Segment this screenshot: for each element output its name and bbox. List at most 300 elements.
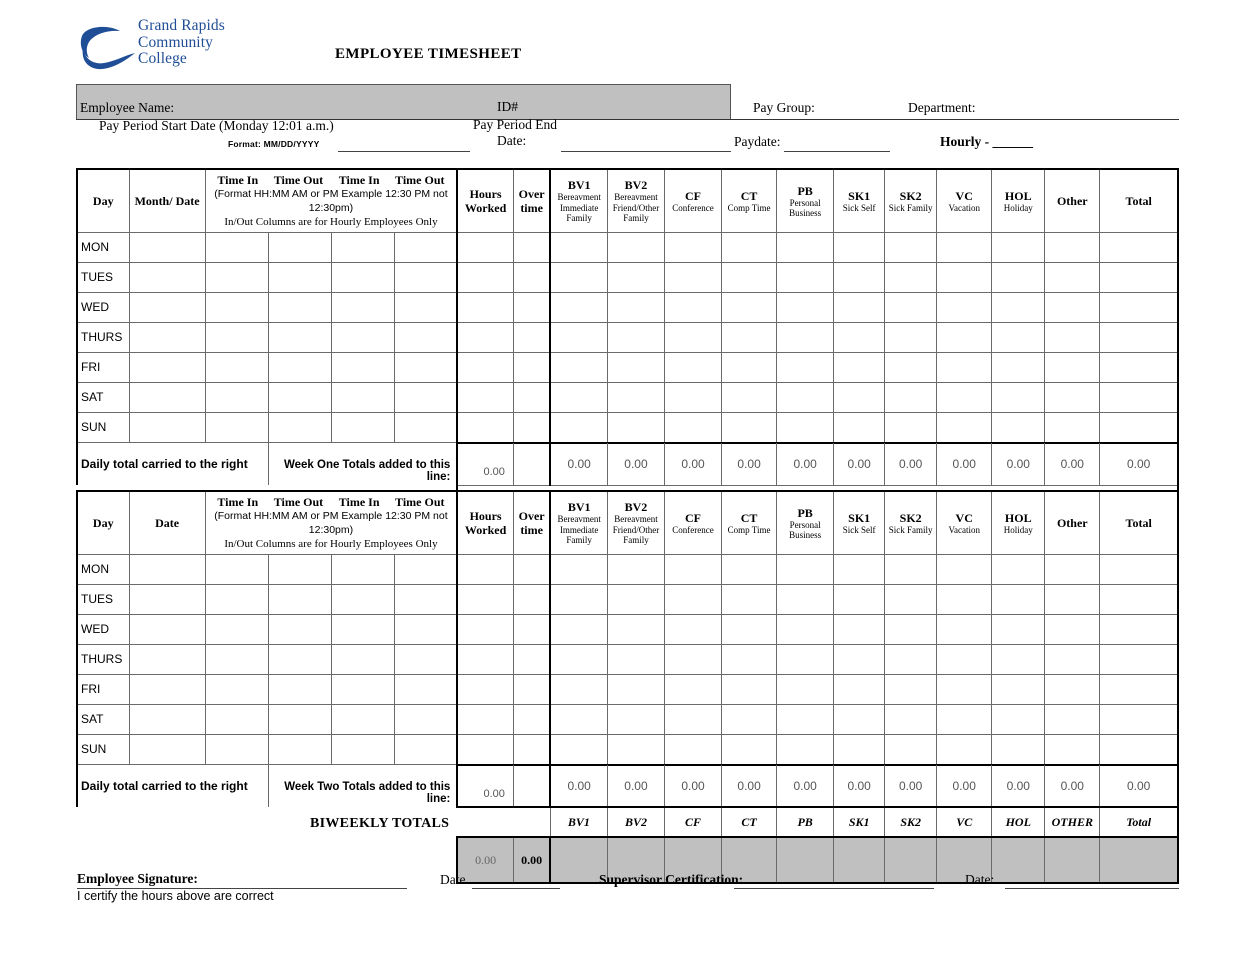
code-cell-cf[interactable] (665, 383, 722, 413)
code-cell-pb[interactable] (777, 705, 834, 735)
time-out-2-cell[interactable] (394, 735, 457, 765)
code-cell-bv1[interactable] (550, 615, 607, 645)
date-cell[interactable] (129, 233, 205, 263)
supervisor-signature-input[interactable] (734, 888, 934, 889)
code-cell-other[interactable] (1045, 383, 1100, 413)
code-cell-cf[interactable] (665, 615, 722, 645)
time-in-1-cell[interactable] (205, 705, 268, 735)
col-header-time-block-2 (205, 491, 457, 555)
code-cell-vc[interactable] (937, 735, 992, 765)
code-cell-pb[interactable] (777, 555, 834, 585)
time-in-1-cell[interactable] (205, 353, 268, 383)
biweekly-total (1100, 837, 1178, 883)
abbr-row (77, 807, 1178, 837)
code-cell-bv1[interactable] (550, 585, 607, 615)
code-cell-total[interactable] (1100, 353, 1178, 383)
time-out-1-cell[interactable] (268, 735, 331, 765)
code-cell-bv1[interactable] (550, 705, 607, 735)
date-cell[interactable] (129, 735, 205, 765)
time-in-2-cell[interactable] (331, 353, 394, 383)
code-cell-ct[interactable] (722, 555, 777, 585)
pay-period-start-label: Pay Period Start Date (Monday 12:01 a.m.) (99, 118, 334, 133)
code-cell-sk2[interactable] (885, 233, 937, 263)
time-out-2-cell[interactable] (394, 615, 457, 645)
code-cell-bv2[interactable] (607, 323, 664, 353)
code-cell-cf[interactable] (665, 323, 722, 353)
time-out-2-cell[interactable] (394, 293, 457, 323)
time-in-2-cell[interactable] (331, 323, 394, 353)
biweekly-sk2 (885, 837, 937, 883)
employee-date-input[interactable] (472, 888, 560, 889)
code-cell-other[interactable] (1045, 323, 1100, 353)
code-cell-pb[interactable] (777, 293, 834, 323)
time-out-1-cell[interactable] (268, 615, 331, 645)
time-in-2-cell[interactable] (331, 585, 394, 615)
time-in-2-cell[interactable] (331, 735, 394, 765)
code-cell-sk2[interactable] (885, 645, 937, 675)
date-cell[interactable] (129, 675, 205, 705)
code-cell-total[interactable] (1100, 555, 1178, 585)
time-in-2-cell[interactable] (331, 675, 394, 705)
week1-header-row (77, 169, 1178, 233)
hours-worked-cell[interactable] (457, 413, 513, 443)
time-out-2-cell[interactable] (394, 675, 457, 705)
code-cell-bv2[interactable] (607, 293, 664, 323)
code-cell-other[interactable] (1045, 263, 1100, 293)
time-in-1-cell[interactable] (205, 555, 268, 585)
overtime-cell[interactable] (513, 383, 550, 413)
week1-total-sk2: 0.00 (885, 443, 937, 486)
abbr-sk1: SK1 (834, 807, 885, 837)
overtime-cell[interactable] (513, 645, 550, 675)
code-cell-bv2[interactable] (607, 705, 664, 735)
code-cell-vc[interactable] (937, 705, 992, 735)
time-in-1-cell[interactable] (205, 675, 268, 705)
code-cell-vc[interactable] (937, 555, 992, 585)
code-cell-bv1[interactable] (550, 293, 607, 323)
time-in-2-cell[interactable] (331, 555, 394, 585)
code-cell-total[interactable] (1100, 735, 1178, 765)
code-cell-vc[interactable] (937, 263, 992, 293)
code-cell-cf[interactable] (665, 555, 722, 585)
day-label-tues: TUES (77, 263, 129, 293)
code-cell-sk1[interactable] (834, 353, 885, 383)
overtime-cell[interactable] (513, 293, 550, 323)
code-cell-sk1[interactable] (834, 735, 885, 765)
code-cell-other[interactable] (1045, 413, 1100, 443)
code-cell-cf[interactable] (665, 645, 722, 675)
overtime-cell[interactable] (513, 413, 550, 443)
code-cell-hol[interactable] (992, 263, 1045, 293)
overtime-cell[interactable] (513, 263, 550, 293)
code-cell-sk1[interactable] (834, 555, 885, 585)
col-header-bv1: BV1 Bereavment Immediate Family (550, 169, 607, 233)
table-row (77, 263, 1178, 293)
timesheet-grid (76, 168, 1179, 884)
code-cell-pb[interactable] (777, 413, 834, 443)
time-in-1-cell[interactable] (205, 383, 268, 413)
code-cell-other[interactable] (1045, 293, 1100, 323)
hours-worked-cell[interactable] (457, 585, 513, 615)
logo-line-3: College (138, 50, 187, 67)
code-cell-vc[interactable] (937, 383, 992, 413)
code-cell-total[interactable] (1100, 585, 1178, 615)
code-cell-ct[interactable] (722, 293, 777, 323)
code-cell-sk1[interactable] (834, 645, 885, 675)
code-cell-bv1[interactable] (550, 675, 607, 705)
code-cell-ct[interactable] (722, 705, 777, 735)
hourly-label: Hourly - ______ (940, 134, 1033, 149)
hours-worked-cell[interactable] (457, 555, 513, 585)
employee-name-label: Employee Name: (80, 100, 175, 115)
logo-text (138, 18, 225, 68)
date-cell[interactable] (129, 383, 205, 413)
code-cell-bv2[interactable] (607, 263, 664, 293)
code-cell-ct[interactable] (722, 645, 777, 675)
code-cell-ct[interactable] (722, 263, 777, 293)
time-out-2-cell[interactable] (394, 323, 457, 353)
time-out-1-cell[interactable] (268, 233, 331, 263)
code-cell-other[interactable] (1045, 233, 1100, 263)
code-cell-bv1[interactable] (550, 413, 607, 443)
time-out-2-cell[interactable] (394, 585, 457, 615)
time-in-1-cell[interactable] (205, 263, 268, 293)
time-in-2-cell[interactable] (331, 293, 394, 323)
day-label-fri: FRI (77, 675, 129, 705)
hours-worked-cell[interactable] (457, 705, 513, 735)
code-cell-pb[interactable] (777, 675, 834, 705)
paydate-input[interactable] (784, 151, 890, 152)
code-cell-sk2[interactable] (885, 615, 937, 645)
code-cell-total[interactable] (1100, 233, 1178, 263)
date-cell[interactable] (129, 353, 205, 383)
overtime-cell[interactable] (513, 323, 550, 353)
code-cell-sk2[interactable] (885, 585, 937, 615)
hours-worked-cell[interactable] (457, 293, 513, 323)
col-header-sk1-2: SK1 Sick Self (834, 491, 885, 555)
code-cell-other[interactable] (1045, 353, 1100, 383)
code-cell-bv2[interactable] (607, 353, 664, 383)
week2-total-sk1: 0.00 (834, 765, 885, 808)
code-cell-sk1[interactable] (834, 585, 885, 615)
time-in-1-cell[interactable] (205, 735, 268, 765)
code-cell-sk2[interactable] (885, 293, 937, 323)
code-cell-cf[interactable] (665, 233, 722, 263)
hours-worked-cell[interactable] (457, 263, 513, 293)
code-cell-ct[interactable] (722, 413, 777, 443)
code-cell-sk2[interactable] (885, 675, 937, 705)
code-cell-pb[interactable] (777, 383, 834, 413)
code-cell-bv2[interactable] (607, 585, 664, 615)
code-cell-ct[interactable] (722, 585, 777, 615)
hours-worked-cell[interactable] (457, 615, 513, 645)
code-cell-pb[interactable] (777, 615, 834, 645)
code-cell-hol[interactable] (992, 675, 1045, 705)
code-cell-bv2[interactable] (607, 413, 664, 443)
code-cell-sk2[interactable] (885, 555, 937, 585)
time-in-2-cell[interactable] (331, 233, 394, 263)
code-cell-hol[interactable] (992, 705, 1045, 735)
code-cell-bv2[interactable] (607, 233, 664, 263)
time-in-2-cell[interactable] (331, 413, 394, 443)
code-cell-ct[interactable] (722, 735, 777, 765)
code-cell-bv1[interactable] (550, 353, 607, 383)
overtime-cell[interactable] (513, 735, 550, 765)
time-out-1-cell[interactable] (268, 293, 331, 323)
date-cell[interactable] (129, 263, 205, 293)
code-cell-cf[interactable] (665, 735, 722, 765)
time-in-2-cell[interactable] (331, 263, 394, 293)
code-cell-total[interactable] (1100, 383, 1178, 413)
time-out-1-cell[interactable] (268, 555, 331, 585)
time-out-1-cell[interactable] (268, 383, 331, 413)
code-cell-vc[interactable] (937, 233, 992, 263)
time-in-2-cell[interactable] (331, 645, 394, 675)
code-cell-other[interactable] (1045, 615, 1100, 645)
hours-worked-cell[interactable] (457, 323, 513, 353)
week-one-note-cell (268, 443, 457, 486)
code-cell-bv1[interactable] (550, 555, 607, 585)
week1-total-pb: 0.00 (777, 443, 834, 486)
paydate-label: Paydate: (734, 134, 781, 149)
week1-total-bv1: 0.00 (550, 443, 607, 486)
code-cell-bv1[interactable] (550, 645, 607, 675)
abbr-bv1: BV1 (550, 807, 607, 837)
code-cell-vc[interactable] (937, 615, 992, 645)
date-cell[interactable] (129, 413, 205, 443)
week1-total-ct: 0.00 (722, 443, 777, 486)
supervisor-date-input[interactable] (1005, 888, 1179, 889)
date-cell[interactable] (129, 323, 205, 353)
code-cell-pb[interactable] (777, 735, 834, 765)
overtime-cell[interactable] (513, 555, 550, 585)
code-cell-other[interactable] (1045, 585, 1100, 615)
code-cell-hol[interactable] (992, 383, 1045, 413)
code-cell-sk2[interactable] (885, 323, 937, 353)
date-cell[interactable] (129, 615, 205, 645)
date-cell[interactable] (129, 645, 205, 675)
code-cell-total[interactable] (1100, 705, 1178, 735)
time-in-1-cell[interactable] (205, 585, 268, 615)
code-cell-hol[interactable] (992, 735, 1045, 765)
table-row (77, 735, 1178, 765)
code-cell-bv2[interactable] (607, 383, 664, 413)
code-cell-pb[interactable] (777, 585, 834, 615)
time-out-2-cell[interactable] (394, 263, 457, 293)
overtime-cell[interactable] (513, 233, 550, 263)
code-cell-vc[interactable] (937, 675, 992, 705)
code-cell-sk2[interactable] (885, 705, 937, 735)
code-cell-total[interactable] (1100, 675, 1178, 705)
time-in-1-label: Time In (217, 173, 259, 187)
week2-total-overtime (513, 765, 550, 808)
time-out-2-cell[interactable] (394, 413, 457, 443)
time-out-2-cell[interactable] (394, 383, 457, 413)
time-out-1-cell[interactable] (268, 585, 331, 615)
time-in-2-cell[interactable] (331, 615, 394, 645)
code-cell-sk1[interactable] (834, 705, 885, 735)
code-cell-vc[interactable] (937, 413, 992, 443)
overtime-cell[interactable] (513, 353, 550, 383)
code-cell-vc[interactable] (937, 353, 992, 383)
code-cell-total[interactable] (1100, 413, 1178, 443)
daily-total-note-2: Daily total carried to the right (77, 765, 268, 808)
code-cell-other[interactable] (1045, 645, 1100, 675)
code-cell-cf[interactable] (665, 585, 722, 615)
date-cell[interactable] (129, 555, 205, 585)
code-cell-sk2[interactable] (885, 383, 937, 413)
code-cell-bv2[interactable] (607, 615, 664, 645)
hours-worked-cell[interactable] (457, 233, 513, 263)
code-cell-bv2[interactable] (607, 735, 664, 765)
time-out-1-cell[interactable] (268, 675, 331, 705)
code-cell-other[interactable] (1045, 555, 1100, 585)
code-cell-sk1[interactable] (834, 615, 885, 645)
code-cell-sk1[interactable] (834, 293, 885, 323)
pay-period-end-label-line2: Date: (497, 133, 527, 148)
col-header-overtime-2: Over time (513, 491, 550, 555)
week-one-note: Week One Totals added to this line: (283, 459, 451, 483)
code-cell-sk1[interactable] (834, 263, 885, 293)
code-cell-ct[interactable] (722, 233, 777, 263)
hours-worked-cell[interactable] (457, 735, 513, 765)
code-cell-cf[interactable] (665, 263, 722, 293)
time-in-1-cell[interactable] (205, 323, 268, 353)
code-cell-other[interactable] (1045, 705, 1100, 735)
code-cell-bv1[interactable] (550, 263, 607, 293)
code-cell-sk2[interactable] (885, 263, 937, 293)
hours-worked-cell[interactable] (457, 675, 513, 705)
code-cell-bv1[interactable] (550, 735, 607, 765)
date-cell[interactable] (129, 705, 205, 735)
hours-worked-cell[interactable] (457, 383, 513, 413)
time-in-2-cell[interactable] (331, 383, 394, 413)
code-cell-bv2[interactable] (607, 675, 664, 705)
time-in-2-cell[interactable] (331, 705, 394, 735)
code-cell-hol[interactable] (992, 323, 1045, 353)
overtime-cell[interactable] (513, 705, 550, 735)
code-cell-pb[interactable] (777, 233, 834, 263)
code-cell-sk1[interactable] (834, 323, 885, 353)
code-cell-cf[interactable] (665, 675, 722, 705)
code-cell-total[interactable] (1100, 323, 1178, 353)
date-cell[interactable] (129, 585, 205, 615)
col-header-other-2: Other (1045, 491, 1100, 555)
code-cell-vc[interactable] (937, 645, 992, 675)
time-in-1-cell[interactable] (205, 645, 268, 675)
code-cell-bv2[interactable] (607, 645, 664, 675)
code-cell-pb[interactable] (777, 353, 834, 383)
time-in-1-cell[interactable] (205, 413, 268, 443)
overtime-cell[interactable] (513, 615, 550, 645)
hours-worked-cell[interactable] (457, 353, 513, 383)
time-out-1-cell[interactable] (268, 263, 331, 293)
time-out-2-cell[interactable] (394, 645, 457, 675)
code-cell-hol[interactable] (992, 615, 1045, 645)
code-cell-total[interactable] (1100, 263, 1178, 293)
time-out-2-cell[interactable] (394, 555, 457, 585)
code-cell-other[interactable] (1045, 735, 1100, 765)
day-label-sun: SUN (77, 413, 129, 443)
time-out-1-cell[interactable] (268, 413, 331, 443)
code-cell-pb[interactable] (777, 645, 834, 675)
overtime-cell[interactable] (513, 675, 550, 705)
code-cell-sk1[interactable] (834, 675, 885, 705)
code-cell-ct[interactable] (722, 675, 777, 705)
code-cell-pb[interactable] (777, 263, 834, 293)
code-cell-cf[interactable] (665, 705, 722, 735)
code-cell-hol[interactable] (992, 555, 1045, 585)
time-out-2-cell[interactable] (394, 233, 457, 263)
week2-total-bv2: 0.00 (607, 765, 664, 808)
code-cell-sk2[interactable] (885, 735, 937, 765)
code-cell-cf[interactable] (665, 353, 722, 383)
code-cell-sk2[interactable] (885, 353, 937, 383)
code-cell-ct[interactable] (722, 353, 777, 383)
code-cell-bv1[interactable] (550, 233, 607, 263)
code-cell-hol[interactable] (992, 645, 1045, 675)
code-cell-vc[interactable] (937, 323, 992, 353)
time-out-2-label: Time Out (395, 173, 445, 187)
time-out-1-cell[interactable] (268, 705, 331, 735)
pay-period-start-input[interactable] (338, 151, 470, 152)
code-cell-sk1[interactable] (834, 383, 885, 413)
code-cell-hol[interactable] (992, 293, 1045, 323)
pay-period-end-input[interactable] (561, 151, 731, 152)
code-cell-hol[interactable] (992, 585, 1045, 615)
code-cell-cf[interactable] (665, 413, 722, 443)
code-cell-cf[interactable] (665, 293, 722, 323)
code-cell-pb[interactable] (777, 323, 834, 353)
code-cell-bv1[interactable] (550, 323, 607, 353)
week1-total-overtime (513, 443, 550, 486)
time-in-1-cell[interactable] (205, 293, 268, 323)
time-in-1-cell[interactable] (205, 615, 268, 645)
pay-period-end-label-line1: Pay Period End (473, 117, 557, 132)
code-cell-hol[interactable] (992, 413, 1045, 443)
code-cell-bv2[interactable] (607, 555, 664, 585)
code-cell-sk2[interactable] (885, 413, 937, 443)
code-cell-ct[interactable] (722, 323, 777, 353)
code-cell-hol[interactable] (992, 233, 1045, 263)
code-cell-hol[interactable] (992, 353, 1045, 383)
time-in-1-label-2: Time In (217, 495, 259, 509)
code-cell-vc[interactable] (937, 293, 992, 323)
code-cell-vc[interactable] (937, 585, 992, 615)
code-cell-total[interactable] (1100, 645, 1178, 675)
code-cell-ct[interactable] (722, 615, 777, 645)
time-in-1-cell[interactable] (205, 233, 268, 263)
code-cell-sk1[interactable] (834, 233, 885, 263)
hours-worked-cell[interactable] (457, 645, 513, 675)
overtime-cell[interactable] (513, 585, 550, 615)
biweekly-pb (777, 837, 834, 883)
code-cell-ct[interactable] (722, 383, 777, 413)
college-logo (76, 17, 291, 78)
time-out-1-cell[interactable] (268, 645, 331, 675)
time-out-2-cell[interactable] (394, 353, 457, 383)
time-out-2-cell[interactable] (394, 705, 457, 735)
code-cell-bv1[interactable] (550, 383, 607, 413)
code-cell-total[interactable] (1100, 293, 1178, 323)
date-cell[interactable] (129, 293, 205, 323)
code-cell-other[interactable] (1045, 675, 1100, 705)
col-header-cf: CF Conference (665, 169, 722, 233)
time-out-1-cell[interactable] (268, 353, 331, 383)
code-cell-sk1[interactable] (834, 413, 885, 443)
time-out-1-cell[interactable] (268, 323, 331, 353)
code-cell-total[interactable] (1100, 615, 1178, 645)
